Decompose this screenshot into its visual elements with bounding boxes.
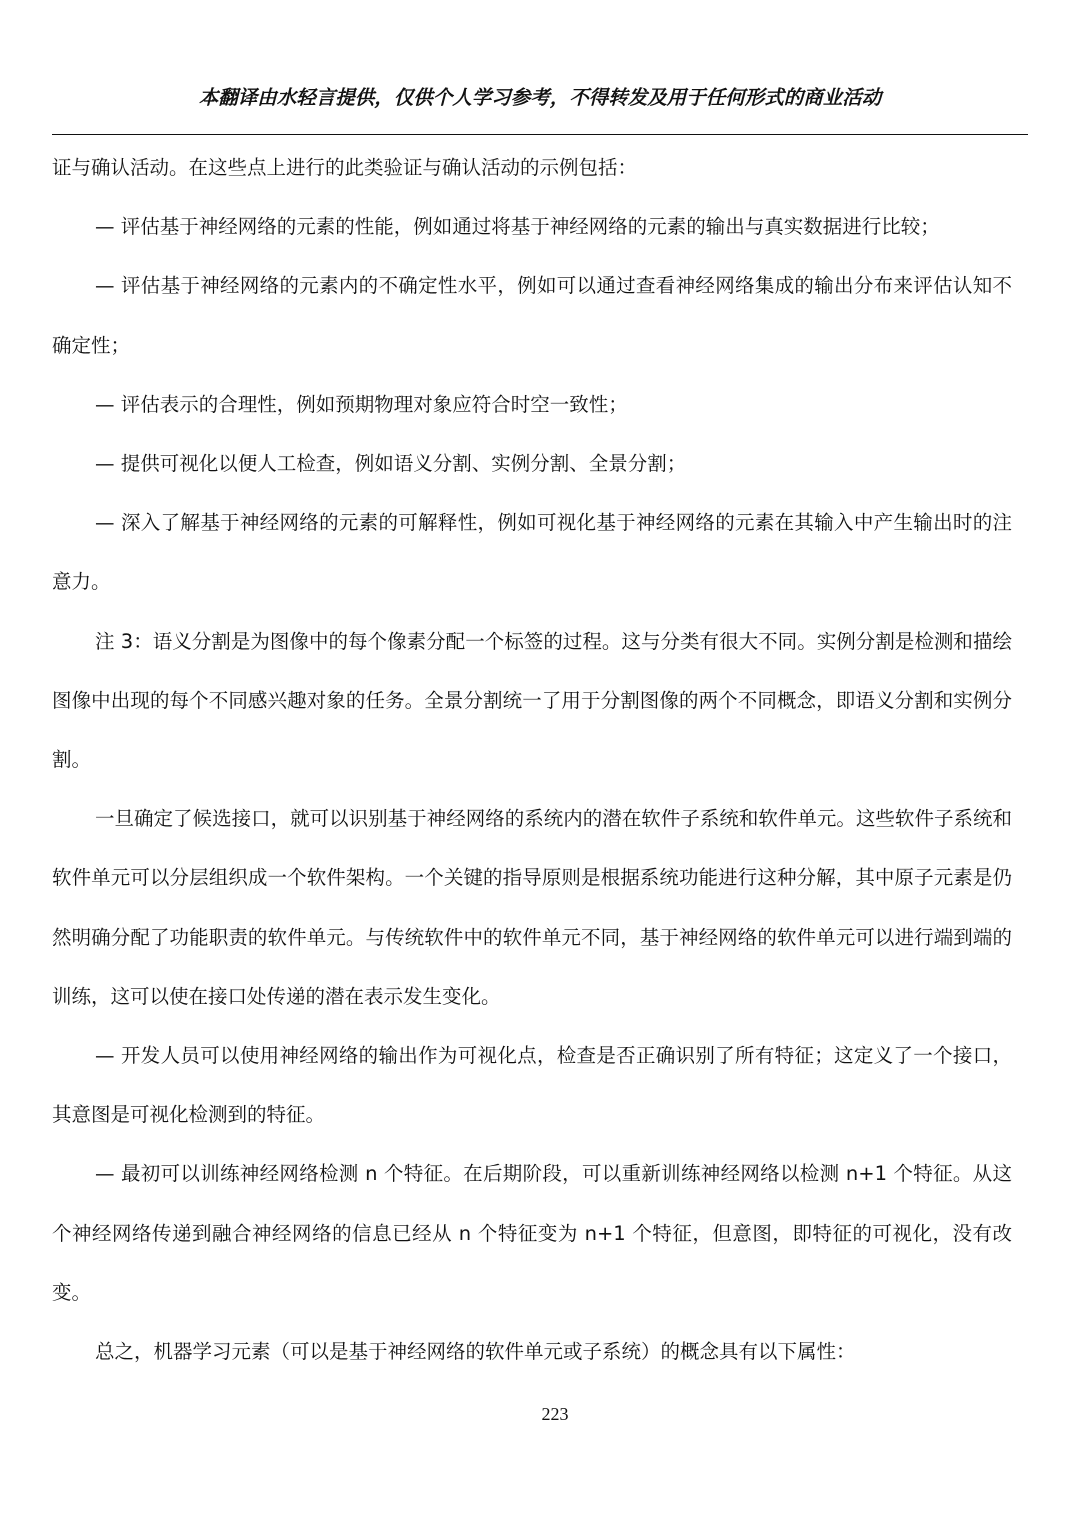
- paragraph-continuation: 证与确认活动。在这些点上进行的此类验证与确认活动的示例包括：: [52, 156, 638, 179]
- list-item-uncertainty: — 评估基于神经网络的元素内的不确定性水平，例如可以通过查看神经网络集成的输出分布来评估认知不确定性；: [52, 274, 1012, 357]
- body-text: [52, 138, 1012, 1381]
- list-item-developer-visualization: — 开发人员可以使用神经网络的输出作为可视化点，检查是否正确识别了所有特征；这定义了一个接口，其意图是可视化检测到的特征。: [52, 1044, 1012, 1127]
- list-item-explainability: — 深入了解基于神经网络的元素的可解释性，例如可视化基于神经网络的元素在其输入中产生输出时的注意力。: [52, 511, 1012, 594]
- list-item-plausibility: — 评估表示的合理性，例如预期物理对象应符合时空一致性；: [95, 392, 628, 416]
- page-header: 本翻译由水轻言提供，仅供个人学习参考，不得转发及用于任何形式的商业活动: [198, 86, 882, 109]
- header-divider: [52, 134, 1028, 135]
- list-item-retraining: — 最初可以训练神经网络检测 n 个特征。在后期阶段，可以重新训练神经网络以检测 n+1 个特征。从这个神经网络传递到融合神经网络的信息已经从 n 个特征变为 n+1 个特征，但意图，即特征的可视化，没有改变。: [52, 1162, 1012, 1304]
- paragraph-interfaces: 一旦确定了候选接口，就可以识别基于神经网络的系统内的潜在软件子系统和软件单元。这些软件子系统和软件单元可以分层组织成一个软件架构。一个关键的指导原则是根据系统功能进行这种分解，其中原子元素是仍然明确分配了功能职责的软件单元。与传统软件中的软件单元不同，基于神经网络的软件单元可以进行端到端的训练，这可以使在接口处传递的潜在表示发生变化。: [52, 807, 1012, 1008]
- page-number: 223: [541, 1404, 569, 1424]
- note-3: 注 3：语义分割是为图像中的每个像素分配一个标签的过程。这与分类有很大不同。实例分割是检测和描绘图像中出现的每个不同感兴趣对象的任务。全景分割统一了用于分割图像的两个不同概念，即语义分割和实例分割。: [52, 629, 1012, 772]
- list-item-performance: — 评估基于神经网络的元素的性能，例如通过将基于神经网络的元素的输出与真实数据进行比较；: [95, 215, 940, 239]
- paragraph-summary: 总之，机器学习元素（可以是基于神经网络的软件单元或子系统）的概念具有以下属性：: [95, 1340, 856, 1364]
- list-item-visualization: — 提供可视化以便人工检查，例如语义分割、实例分割、全景分割；: [95, 452, 687, 476]
